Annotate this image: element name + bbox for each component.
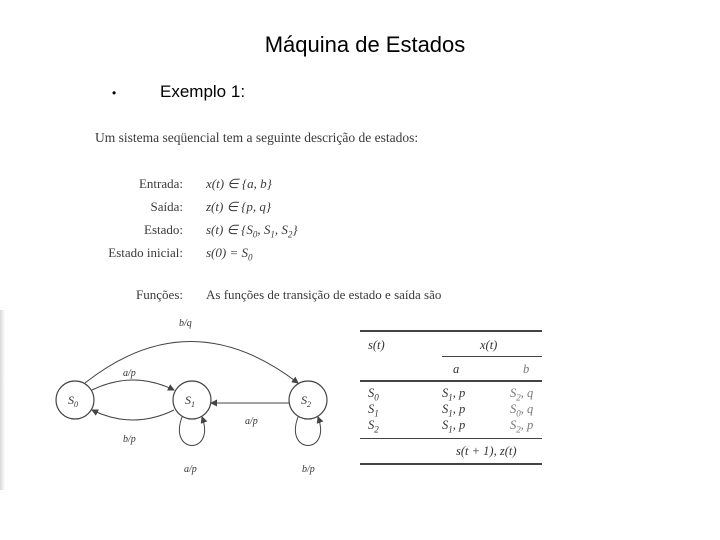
scan-edge-shadow xyxy=(0,310,5,490)
edge-s0-s1 xyxy=(92,380,174,390)
loop-s1 xyxy=(179,417,204,446)
edge-label-b-p-bottom: b/p xyxy=(123,434,136,445)
edge-label-a-p-middle: a/p xyxy=(245,416,258,427)
table-header-input: x(t) xyxy=(480,338,498,352)
table-row-2-a: $S_1$, p xyxy=(442,418,466,435)
spec-value-saida: z(t) ∈ {p, q} xyxy=(206,199,272,214)
spec-label-entrada: Entrada: xyxy=(138,176,183,191)
table-row-1-state: $S_1$ xyxy=(368,402,379,419)
functions-label: Funções: xyxy=(136,287,183,302)
table-row-2-state: $S_2$ xyxy=(368,418,379,435)
state-s0-label: $S_0$ xyxy=(68,393,78,409)
spec-value-estado: s(t) ∈ {$S_0$, $S_1$, $S_2$} xyxy=(206,222,298,240)
table-row-1-b: $S_0$, q xyxy=(510,402,534,419)
table-row-2-b: $S_2$, p xyxy=(510,418,534,435)
table-row-0-a: $S_1$, p xyxy=(442,386,466,403)
table-col-b: b xyxy=(523,362,530,376)
state-s1-label: $S_1$ xyxy=(185,393,195,409)
slide-subtitle: Exemplo 1: xyxy=(160,82,246,101)
loop-s2 xyxy=(295,417,320,446)
spec-label-estado: Estado: xyxy=(144,222,183,237)
table-row-1-a: $S_1$, p xyxy=(442,402,466,419)
table-footer: s(t + 1), z(t) xyxy=(456,444,517,458)
transition-table xyxy=(360,326,542,471)
table-col-a: a xyxy=(453,362,460,376)
loop-label-s2: b/p xyxy=(302,464,315,475)
loop-label-s1: a/p xyxy=(184,464,197,475)
spec-value-estado-inicial: $s(0) = S_0$ xyxy=(206,245,253,263)
spec-value-entrada: x(t) ∈ {a, b} xyxy=(206,176,272,191)
slide-title: Máquina de Estados xyxy=(264,32,466,57)
table-header-state: s(t) xyxy=(368,338,385,352)
bullet-marker: • xyxy=(112,86,117,100)
edge-s0-s2 xyxy=(85,342,298,384)
table-row-0-b: $S_2$, q xyxy=(510,386,534,403)
edge-s1-s0 xyxy=(92,410,174,420)
edge-label-b-q: b/q xyxy=(179,318,192,329)
state-s2-label: $S_2$ xyxy=(301,393,311,409)
edge-label-a-p-top: a/p xyxy=(123,368,136,379)
state-diagram xyxy=(40,310,350,490)
intro-text: Um sistema seqüencial tem a seguinte descrição de estados: xyxy=(95,130,419,145)
spec-label-saida: Saída: xyxy=(150,199,183,214)
functions-text: As funções de transição de estado e saída são xyxy=(206,287,442,302)
table-row-0-state: $S_0$ xyxy=(368,386,379,403)
spec-label-estado-inicial: Estado inicial: xyxy=(108,245,183,260)
